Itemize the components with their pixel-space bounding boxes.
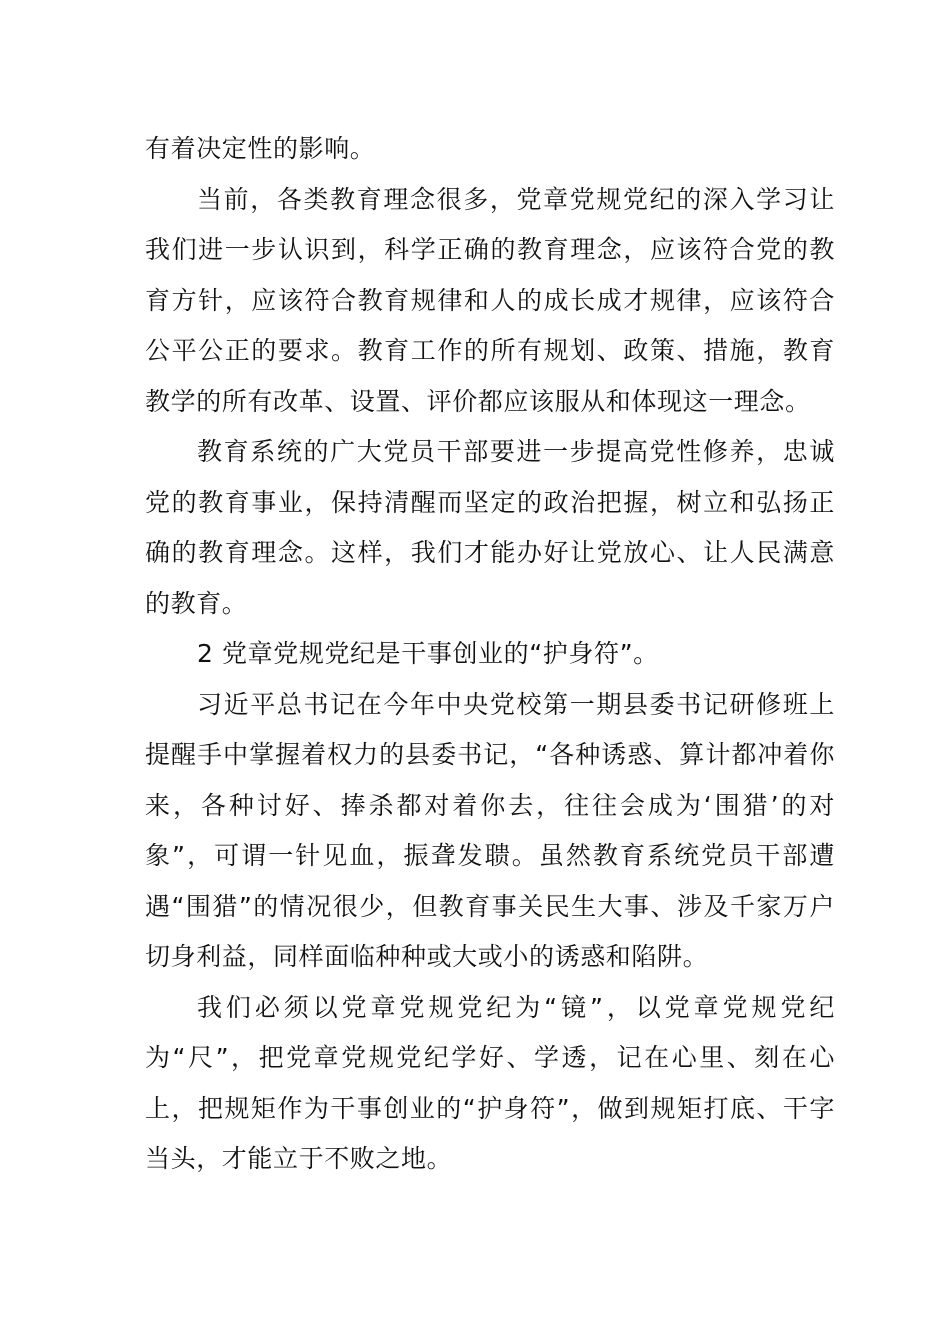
paragraph-3: 教育系统的广大党员干部要进一步提高党性修养，忠诚党的教育事业，保持清醒而坚定的政治把握，树立和弘扬正确的教育理念。这样，我们才能办好让党放心、让人民满意的教育。 <box>145 437 835 618</box>
section-heading: 2 党章党规党纪是干事创业的“护身符”。 <box>197 639 659 668</box>
paragraph-2: 当前，各类教育理念很多，党章党规党纪的深入学习让我们进一步认识到，科学正确的教育理念，应该符合党的教育方针，应该符合教育规律和人的成长成才规律，应该符合公平公正的要求。教育工作的所有规划、政策、措施，教育教学的所有改革、设置、评价都应该服从和体现这一理念。 <box>145 184 835 416</box>
paragraph-4: 习近平总书记在今年中央党校第一期县委书记研修班上提醒手中掌握着权力的县委书记，“各种诱惑、算计都冲着你来，各种讨好、捧杀都对着你去，往往会成为‘围猎’的对象”，可谓一针见血，振聋发聩。虽然教育系统党员干部遭遇“围猎”的情况很少，但教育事关民生大事、涉及千家万户切身利益，同样面临种种或大或小的诱惑和陷阱。 <box>145 689 835 971</box>
paragraph-1: 有着决定性的影响。 <box>145 134 376 163</box>
paragraph-5: 我们必须以党章党规党纪为“镜”，以党章党规党纪为“尺”，把党章党规党纪学好、学透，记在心里、刻在心上，把规矩作为干事创业的“护身符”，做到规矩打底、干字当头，才能立于不败之地。 <box>145 992 835 1173</box>
document-body <box>145 124 835 1185</box>
